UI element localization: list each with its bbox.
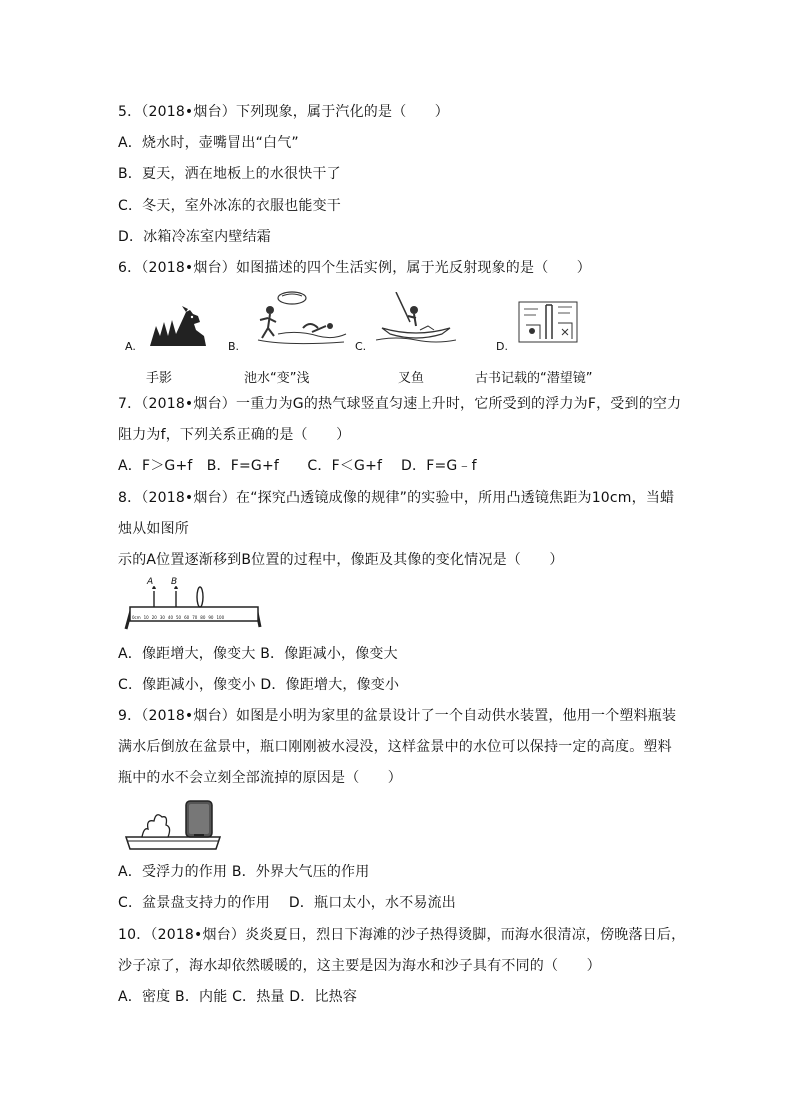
ruler-tick: 60 <box>184 615 190 620</box>
marker-b: B <box>171 577 178 587</box>
q5-option-d: D．冰箱冷冻室内壁结霜 <box>118 229 271 245</box>
ancient-periscope-figure <box>518 301 578 343</box>
ruler-tick: 70 <box>192 615 198 620</box>
ruler-tick: 50 <box>176 615 182 620</box>
q6-figure-c-label: C. <box>355 340 367 353</box>
q8-line-2: 烛从如图所 <box>118 521 189 537</box>
hand-shadow-figure <box>146 306 216 350</box>
ruler-tick: 40 <box>167 615 174 620</box>
q8-line-3: 示的A位置逐渐移到B位置的过程中，像距及其像的变化情况是（ ） <box>118 552 564 568</box>
q8-options-cd: C．像距减小，像变小 D．像距增大，像变小 <box>118 677 400 693</box>
q6-caption-d: 古书记载的“潜望镜” <box>475 371 593 386</box>
q6-caption-a: 手影 <box>146 371 173 386</box>
ruler-tick: 90 <box>208 615 214 620</box>
q7-line-1: 7．（2018•烟台）一重力为G的热气球竖直匀速上升时，它所受到的浮力为F，受到的空力 <box>118 396 682 412</box>
q9-options-ab: A．受浮力的作用 B．外界大气压的作用 <box>118 864 370 880</box>
q5-option-a: A．烧水时，壶嘴冒出“白气” <box>118 135 299 151</box>
q7-line-2: 阻力为f，下列关系正确的是（ ） <box>118 427 351 443</box>
q10-options: A．密度 B．内能 C．热量 D．比热容 <box>118 989 358 1005</box>
q6-figure-d-label: D. <box>496 340 508 353</box>
q9-options-cd: C．盆景盘支持力的作用 D．瓶口太小，水不易流出 <box>118 895 457 911</box>
q9-line-1: 9．（2018•烟台）如图是小明为家里的盆景设计了一个自动供水装置，他用一个塑料瓶装 <box>118 708 677 724</box>
ruler-tick: 100 <box>216 615 225 620</box>
ruler-tick: 30 <box>159 615 165 620</box>
ruler-scale <box>132 615 224 620</box>
q9-line-3: 瓶中的水不会立刻全部流掉的原因是（ ） <box>118 770 402 786</box>
q10-line-2: 沙子凉了，海水却依然暖暖的，这主要是因为海水和沙子具有不同的（ ） <box>118 958 601 974</box>
q6-figure-b-label: B. <box>228 340 240 353</box>
ruler-tick: 80 <box>200 615 206 620</box>
pool-water-figure <box>248 290 348 350</box>
q10-line-1: 10．（2018•烟台）炎炎夏日，烈日下海滩的沙子热得烫脚，而海水很清凉，傍晚落日后， <box>118 927 686 943</box>
optical-bench-figure <box>124 577 264 633</box>
q5-option-b: B．夏天，洒在地板上的水很快干了 <box>118 166 341 182</box>
spear-fishing-figure <box>376 292 456 348</box>
q6-figure-a-label: A. <box>125 340 136 353</box>
marker-a: A <box>147 577 154 587</box>
q6-caption-c: 叉鱼 <box>398 371 425 386</box>
ruler-start-label: 0cm <box>132 615 141 620</box>
q6-caption-b: 池水“变”浅 <box>244 371 310 386</box>
q8-line-1: 8．（2018•烟台）在“探究凸透镜成像的规律”的实验中，所用凸透镜焦距为10cm，当蜡 <box>118 490 675 506</box>
q7-options: A．F＞G+f B．F=G+f C．F＜G+f D．F=G﹣f <box>118 458 477 474</box>
q5-stem: 5．（2018•烟台）下列现象，属于汽化的是（ ） <box>118 104 449 120</box>
auto-water-supply-figure <box>124 797 224 855</box>
ruler-tick: 20 <box>151 615 157 620</box>
q5-option-c: C．冬天，室外冰冻的衣服也能变干 <box>118 198 341 214</box>
q9-line-2: 满水后倒放在盆景中，瓶口刚刚被水浸没，这样盆景中的水位可以保持一定的高度。塑料 <box>118 739 672 755</box>
q8-options-ab: A．像距增大，像变大 B．像距减小，像变大 <box>118 646 398 662</box>
q6-stem: 6．（2018•烟台）如图描述的四个生活实例，属于光反射现象的是（ ） <box>118 260 591 276</box>
ruler-tick: 10 <box>143 615 149 620</box>
